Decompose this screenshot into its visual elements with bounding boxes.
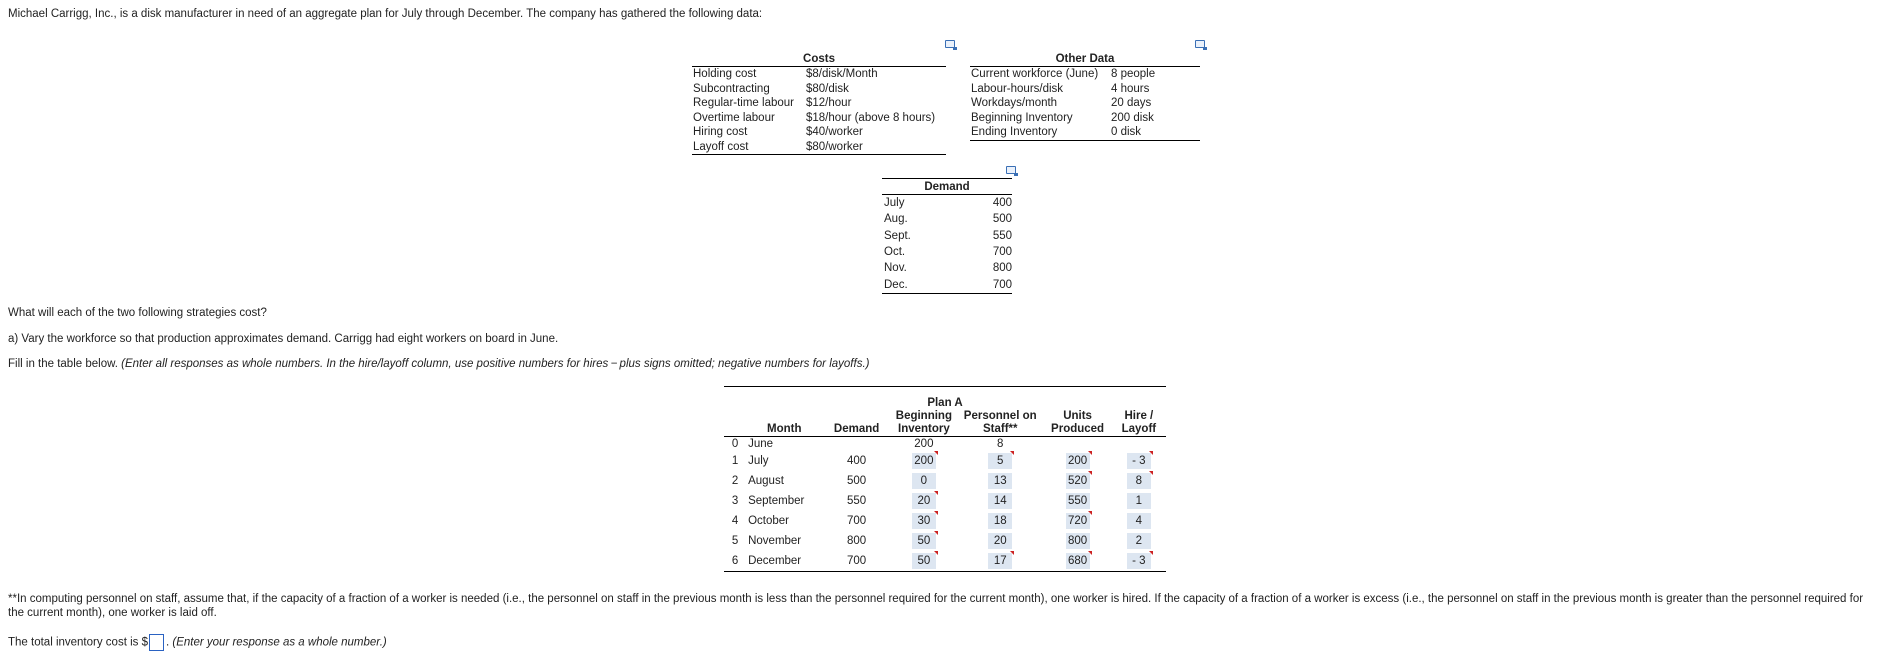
row-number: 2 [731, 475, 739, 487]
row-units [1043, 437, 1111, 452]
table-row [724, 531, 1166, 551]
cost-label: Regular-time labour [693, 97, 794, 109]
costs-title: Costs [692, 52, 946, 67]
row-number: 0 [731, 438, 739, 450]
row-number: 1 [731, 455, 739, 467]
units-produced-input[interactable]: 200 [1066, 453, 1090, 469]
row-demand: 500 [846, 475, 867, 487]
copy-costs-icon[interactable] [945, 40, 955, 48]
personnel-input[interactable]: 18 [988, 513, 1012, 529]
row-month: June [748, 438, 774, 450]
beginning-inventory-input[interactable]: 50 [912, 553, 936, 569]
copy-demand-icon[interactable] [1006, 166, 1016, 174]
demand-title: Demand [882, 179, 1012, 195]
demand-month: Dec. [882, 276, 911, 293]
row-demand: 800 [846, 535, 867, 547]
table-row [970, 125, 1200, 140]
answer-note: (Enter your response as a whole number.) [172, 636, 387, 649]
beginning-inventory-input[interactable]: 200 [912, 453, 936, 469]
personnel-input[interactable]: 13 [988, 473, 1012, 489]
other-value: 8 people [1110, 67, 1200, 82]
fill-in-label: Fill in the table below. [8, 358, 118, 370]
demand-table [882, 178, 1012, 294]
table-row [692, 96, 946, 111]
table-row [692, 67, 946, 82]
row-number: 3 [731, 495, 739, 507]
copy-other-data-icon[interactable] [1195, 40, 1205, 48]
fill-in-instructions [8, 358, 869, 370]
row-month: July [748, 455, 769, 467]
personnel-input[interactable]: 17 [988, 553, 1012, 569]
beginning-inventory-input[interactable]: 30 [912, 513, 936, 529]
answer-prefix: The total inventory cost is $ [8, 636, 148, 649]
beginning-inventory-input[interactable]: 50 [912, 533, 936, 549]
demand-value: 700 [992, 246, 1013, 259]
row-demand [822, 437, 890, 452]
other-label: Ending Inventory [970, 125, 1110, 140]
row-hire [1112, 437, 1166, 452]
cost-value: $8/disk/Month [805, 67, 946, 82]
other-label: Beginning Inventory [971, 111, 1073, 124]
other-value: 0 disk [1110, 125, 1200, 140]
demand-value: 400 [911, 195, 1012, 212]
other-data-table [970, 52, 1200, 141]
plan-a-table [724, 386, 1166, 572]
demand-month: Aug. [884, 213, 908, 226]
table-row [724, 551, 1166, 572]
demand-value: 800 [992, 262, 1013, 275]
table-row [970, 67, 1200, 82]
beginning-inventory-input[interactable]: 0 [912, 473, 936, 489]
hire-layoff-input[interactable]: 8 [1127, 473, 1151, 489]
table-row [724, 491, 1166, 511]
table-row [724, 451, 1166, 471]
row-demand: 700 [846, 515, 867, 527]
row-personnel: 8 [997, 438, 1004, 450]
demand-month: Nov. [884, 262, 907, 275]
personnel-input[interactable]: 20 [988, 533, 1012, 549]
answer-suffix: . [165, 636, 170, 649]
hire-layoff-input[interactable]: - 3 [1127, 453, 1151, 469]
demand-header: Demand [822, 410, 890, 437]
units-produced-input[interactable]: 550 [1066, 493, 1090, 509]
footnote: **In computing personnel on staff, assume that, if the capacity of a fraction of a worker is needed (i.e., the personnel on staff in the previous month is less than the personnel required for the current month), one worker is hired. If the capacity of a fraction of a worker is excess (i.e., the personnel on staff in the previous month is greater than the personnel required for the current month), one worker is laid off. [8, 593, 1864, 619]
other-label: Labour-hours/disk [971, 82, 1064, 95]
row-demand: 550 [846, 495, 867, 507]
table-row [970, 111, 1200, 126]
beginning-inventory-header: Beginning Inventory [891, 410, 957, 437]
row-month: August [748, 475, 784, 487]
units-produced-input[interactable]: 680 [1066, 553, 1090, 569]
units-produced-input[interactable]: 520 [1066, 473, 1090, 489]
personnel-header: Personnel on Staff** [957, 410, 1043, 437]
row-demand: 400 [846, 455, 867, 467]
cost-value: $18/hour (above 8 hours) [806, 111, 936, 124]
num-header [724, 410, 746, 437]
table-row [724, 471, 1166, 491]
table-row [970, 96, 1200, 111]
cost-label: Subcontracting [693, 82, 770, 95]
hire-layoff-input[interactable]: 4 [1127, 513, 1151, 529]
cost-value: $80/worker [805, 140, 946, 155]
other-value: 20 days [1111, 97, 1152, 109]
personnel-input[interactable]: 5 [988, 453, 1012, 469]
cost-label: Overtime labour [693, 111, 775, 124]
part-a-text: a) Vary the workforce so that production approximates demand. Carrigg had eight workers on board in June. [8, 333, 559, 345]
total-inventory-cost-input[interactable] [149, 634, 164, 651]
cost-label: Holding cost [692, 67, 805, 82]
intro-text: Michael Carrigg, Inc., is a disk manufacturer in need of an aggregate plan for July through December. The company has gathered the following data: [8, 8, 763, 20]
row-month: September [748, 495, 805, 507]
table-row [970, 82, 1200, 97]
row-month: December [746, 551, 822, 572]
other-value: 200 disk [1111, 111, 1154, 124]
hire-layoff-input[interactable]: - 3 [1127, 553, 1151, 569]
row-number: 6 [724, 551, 746, 572]
hire-layoff-header: Hire / Layoff [1112, 410, 1166, 437]
table-row [882, 228, 1012, 244]
row-number: 4 [731, 515, 739, 527]
table-row [882, 195, 1012, 212]
personnel-input[interactable]: 14 [988, 493, 1012, 509]
table-row [692, 111, 946, 126]
table-row [882, 276, 1012, 293]
demand-month: July [882, 195, 911, 212]
other-data-title: Other Data [1055, 53, 1115, 65]
table-row [692, 82, 946, 97]
other-label: Current workforce (June) [970, 67, 1110, 82]
row-number: 5 [731, 535, 739, 547]
cost-value: $80/disk [806, 82, 849, 95]
cost-value: $40/worker [806, 126, 863, 138]
units-produced-input[interactable]: 720 [1066, 513, 1090, 529]
table-row [882, 211, 1012, 227]
table-row [882, 244, 1012, 260]
fill-in-note: (Enter all responses as whole numbers. In the hire/layoff column, use positive numbers for hires − plus signs omitted; negative numbers for layoffs.) [121, 358, 870, 370]
row-demand: 700 [822, 551, 890, 572]
cost-label: Layoff cost [692, 140, 805, 155]
units-produced-header: Units Produced [1043, 410, 1111, 437]
question-text: What will each of the two following strategies cost? [8, 307, 267, 319]
units-produced-input[interactable]: 800 [1066, 533, 1090, 549]
cost-value: $12/hour [806, 97, 852, 109]
month-header: Month [746, 410, 822, 437]
demand-value: 700 [911, 276, 1012, 293]
row-month: November [748, 535, 802, 547]
other-value: 4 hours [1111, 82, 1150, 95]
table-row [692, 125, 946, 140]
costs-table [692, 52, 946, 155]
beginning-inventory-input[interactable]: 20 [912, 493, 936, 509]
demand-month: Oct. [884, 246, 906, 259]
table-row [724, 511, 1166, 531]
answer-line [8, 634, 387, 651]
table-row [882, 260, 1012, 276]
demand-month: Sept. [884, 229, 911, 242]
row-beginning-inventory: 200 [914, 438, 934, 450]
demand-value: 500 [992, 213, 1013, 226]
demand-value: 550 [992, 229, 1013, 242]
table-row [692, 140, 946, 155]
cost-label: Hiring cost [693, 126, 748, 138]
other-label: Workdays/month [971, 97, 1058, 109]
hire-layoff-input[interactable]: 1 [1127, 493, 1151, 509]
row-month: October [748, 515, 790, 527]
plan-title: Plan A [724, 387, 1166, 411]
hire-layoff-input[interactable]: 2 [1127, 533, 1151, 549]
table-row [724, 437, 1166, 452]
